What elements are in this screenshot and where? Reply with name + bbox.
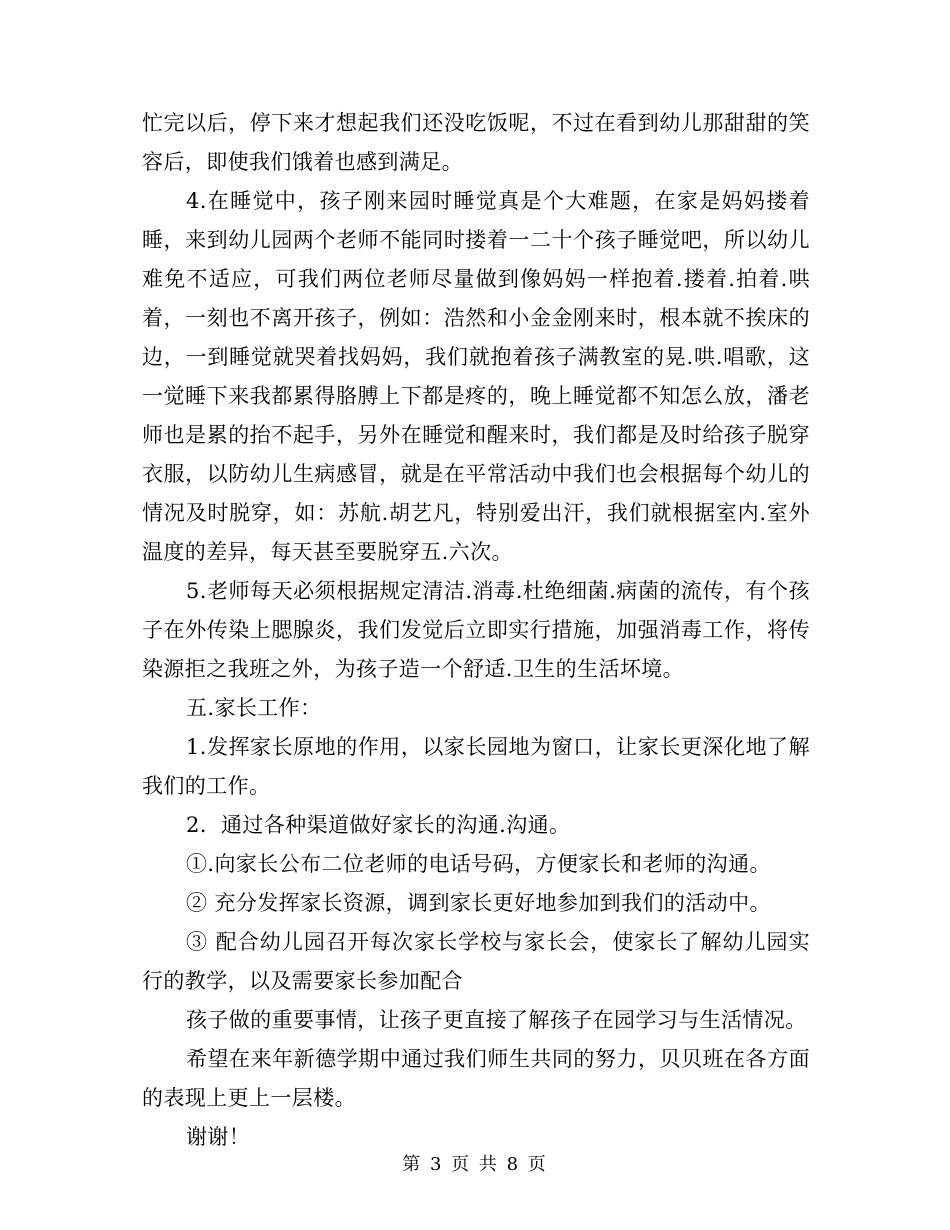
- paragraph-subitem-3: ③ 配合幼儿园召开每次家长学校与家长会，使家长了解幼儿园实行的教学，以及需要家长参加配合: [142, 930, 810, 993]
- page-number-footer: 第 3 页 共 8 页: [402, 1154, 548, 1175]
- paragraph-subitem-2: ② 充分发挥家长资源，调到家长更好地参加到我们的活动中。: [186, 891, 771, 915]
- section-heading-parent-work: 五.家长工作：: [186, 696, 322, 720]
- paragraph-item-4-sleep: 4.在睡觉中，孩子刚来园时睡觉真是个大难题，在家是妈妈搂着睡，来到幼儿园两个老师不能同时搂着一二十个孩子睡觉吧，所以幼儿难免不适应，可我们两位老师尽量做到像妈妈一样抱着.搂着.拍着.哄着，一刻也不离开孩子，例如：浩然和小金金刚来时，根本就不挨床的边，一到睡觉就哭着找妈妈，我们就抱着孩子满教室的晃.哄.唱歌，这一觉睡下来我都累得胳膊上下都是疼的，晚上睡觉都不知怎么放，潘老师也是累的抬不起手，另外在睡觉和醒来时，我们都是及时给孩子脱穿衣服，以防幼儿生病感冒，就是在平常活动中我们也会根据每个幼儿的情况及时脱穿，如：苏航.胡艺凡，特别爱出汗，我们就根据室内.室外温度的差异，每天甚至要脱穿五.六次。: [142, 189, 810, 564]
- paragraph-subitem-1: ①.向家长公布二位老师的电话号码，方便家长和老师的沟通。: [186, 852, 771, 876]
- document-body: [142, 104, 810, 1157]
- paragraph-item-5-hygiene: 5.老师每天必须根据规定清洁.消毒.杜绝细菌.病菌的流传，有个孩子在外传染上腮腺炎，我们发觉后立即实行措施，加强消毒工作，将传染源拒之我班之外，为孩子造一个舒适.卫生的生活坏境。: [142, 579, 810, 681]
- paragraph-thanks: 谢谢！: [186, 1125, 251, 1149]
- paragraph-meal-continuation: 忙完以后，停下来才想起我们还没吃饭呢，不过在看到幼儿那甜甜的笑容后，即使我们饿着也感到满足。: [142, 111, 810, 174]
- paragraph-parent-item-1: 1.发挥家长原地的作用，以家长园地为窗口，让家长更深化地了解我们的工作。: [142, 735, 810, 798]
- paragraph-subitem-3-continuation: 孩子做的重要事情，让孩子更直接了解孩子在园学习与生活情况。: [186, 1008, 807, 1032]
- paragraph-closing-hope: 希望在来年新德学期中通过我们师生共同的努力，贝贝班在各方面的表现上更上一层楼。: [142, 1047, 810, 1110]
- paragraph-parent-item-2: 2. 通过各种渠道做好家长的沟通.沟通。: [186, 813, 571, 837]
